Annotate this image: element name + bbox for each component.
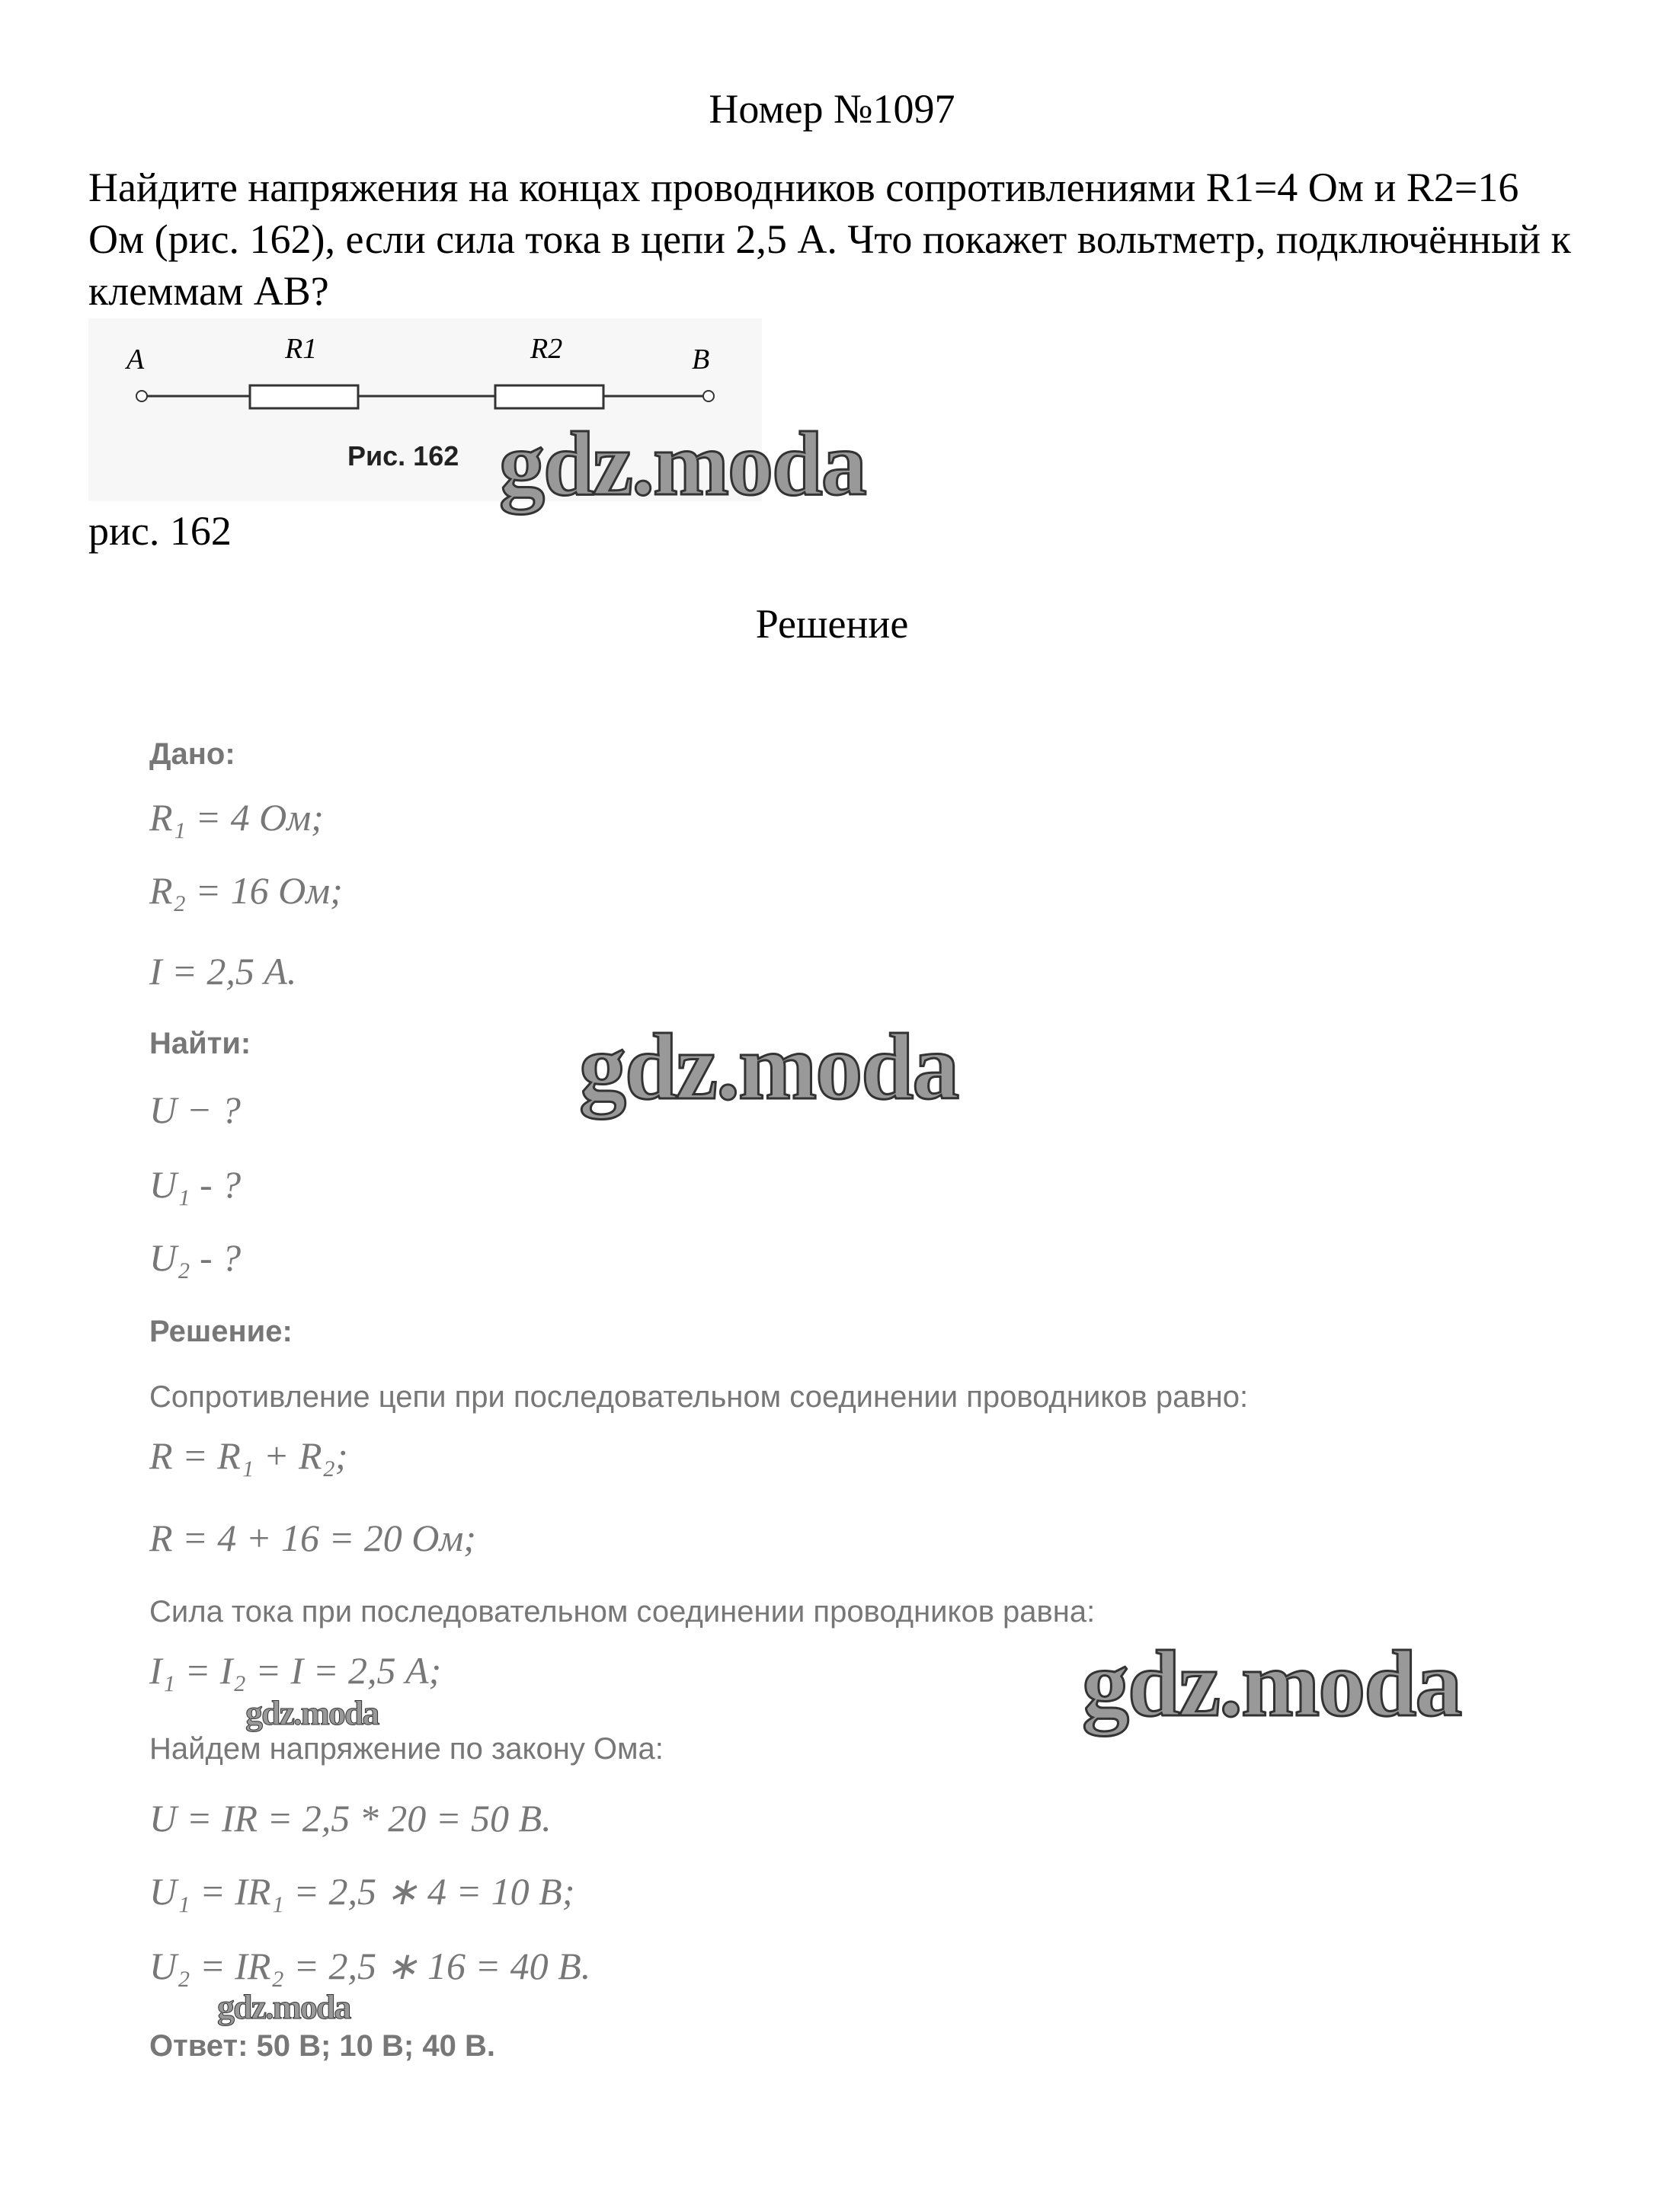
formula-resistance: R = R₁ + R₂; [149, 1434, 348, 1477]
calc-voltage-u1: U₁ = IR₁ = 2,5 ∗ 4 = 10 В; [149, 1870, 575, 1913]
calc-resistance: R = 4 + 16 = 20 Ом; [149, 1517, 476, 1559]
solution-text: Сопротивление цепи при последовательном соединении проводников равно: [149, 1380, 1249, 1414]
answer: Ответ: 50 В; 10 В; 40 В. [149, 2029, 495, 2063]
formula-current: I₁ = I₂ = I = 2,5 А; [149, 1649, 442, 1692]
solution-label: Решение: [149, 1315, 293, 1348]
watermark: gdz.moda [579, 1015, 958, 1119]
figure-caption: Рис. 162 [347, 440, 459, 471]
watermark: gdz.moda [499, 413, 866, 514]
find-u2: U₂ - ? [149, 1236, 242, 1279]
figure-reference: рис. 162 [88, 508, 232, 554]
watermark: gdz.moda [245, 1693, 379, 1732]
solution-heading: Решение [755, 601, 909, 647]
resistor-r2 [495, 385, 603, 408]
label-r2: R2 [530, 333, 563, 365]
find-label: Найти: [149, 1027, 251, 1060]
label-a: A [126, 344, 145, 376]
solution-text: Сила тока при последовательном соединении проводников равна: [149, 1595, 1096, 1629]
given-current: I = 2,5 А. [149, 950, 297, 993]
task-text: Найдите напряжения на концах проводников сопротивлениями R1=4 Ом и R2=16 Ом (рис. 162), если сила тока в цепи 2,5 А. Что покажет вольтметр, подключённый к клеммам AB? [88, 165, 1571, 314]
given-r1: R₁ = 4 Ом; [149, 796, 324, 839]
terminal-a [136, 391, 147, 401]
find-u1: U₁ - ? [149, 1163, 242, 1206]
watermark: gdz.moda [217, 1987, 350, 2026]
given-label: Дано: [149, 737, 235, 771]
find-u: U − ? [149, 1088, 241, 1131]
given-r2: R₂ = 16 Ом; [149, 869, 343, 912]
terminal-b [703, 391, 714, 401]
label-r1: R1 [285, 333, 318, 365]
page-title: Номер №1097 [709, 86, 955, 132]
calc-voltage-u2: U₂ = IR₂ = 2,5 ∗ 16 = 40 В. [149, 1945, 591, 1987]
resistor-r1 [250, 385, 358, 408]
calc-voltage: U = IR = 2,5 * 20 = 50 В. [149, 1797, 552, 1840]
watermark: gdz.moda [1082, 1632, 1461, 1736]
label-b: B [692, 344, 710, 376]
solution-text: Найдем напряжение по закону Ома: [149, 1732, 664, 1766]
